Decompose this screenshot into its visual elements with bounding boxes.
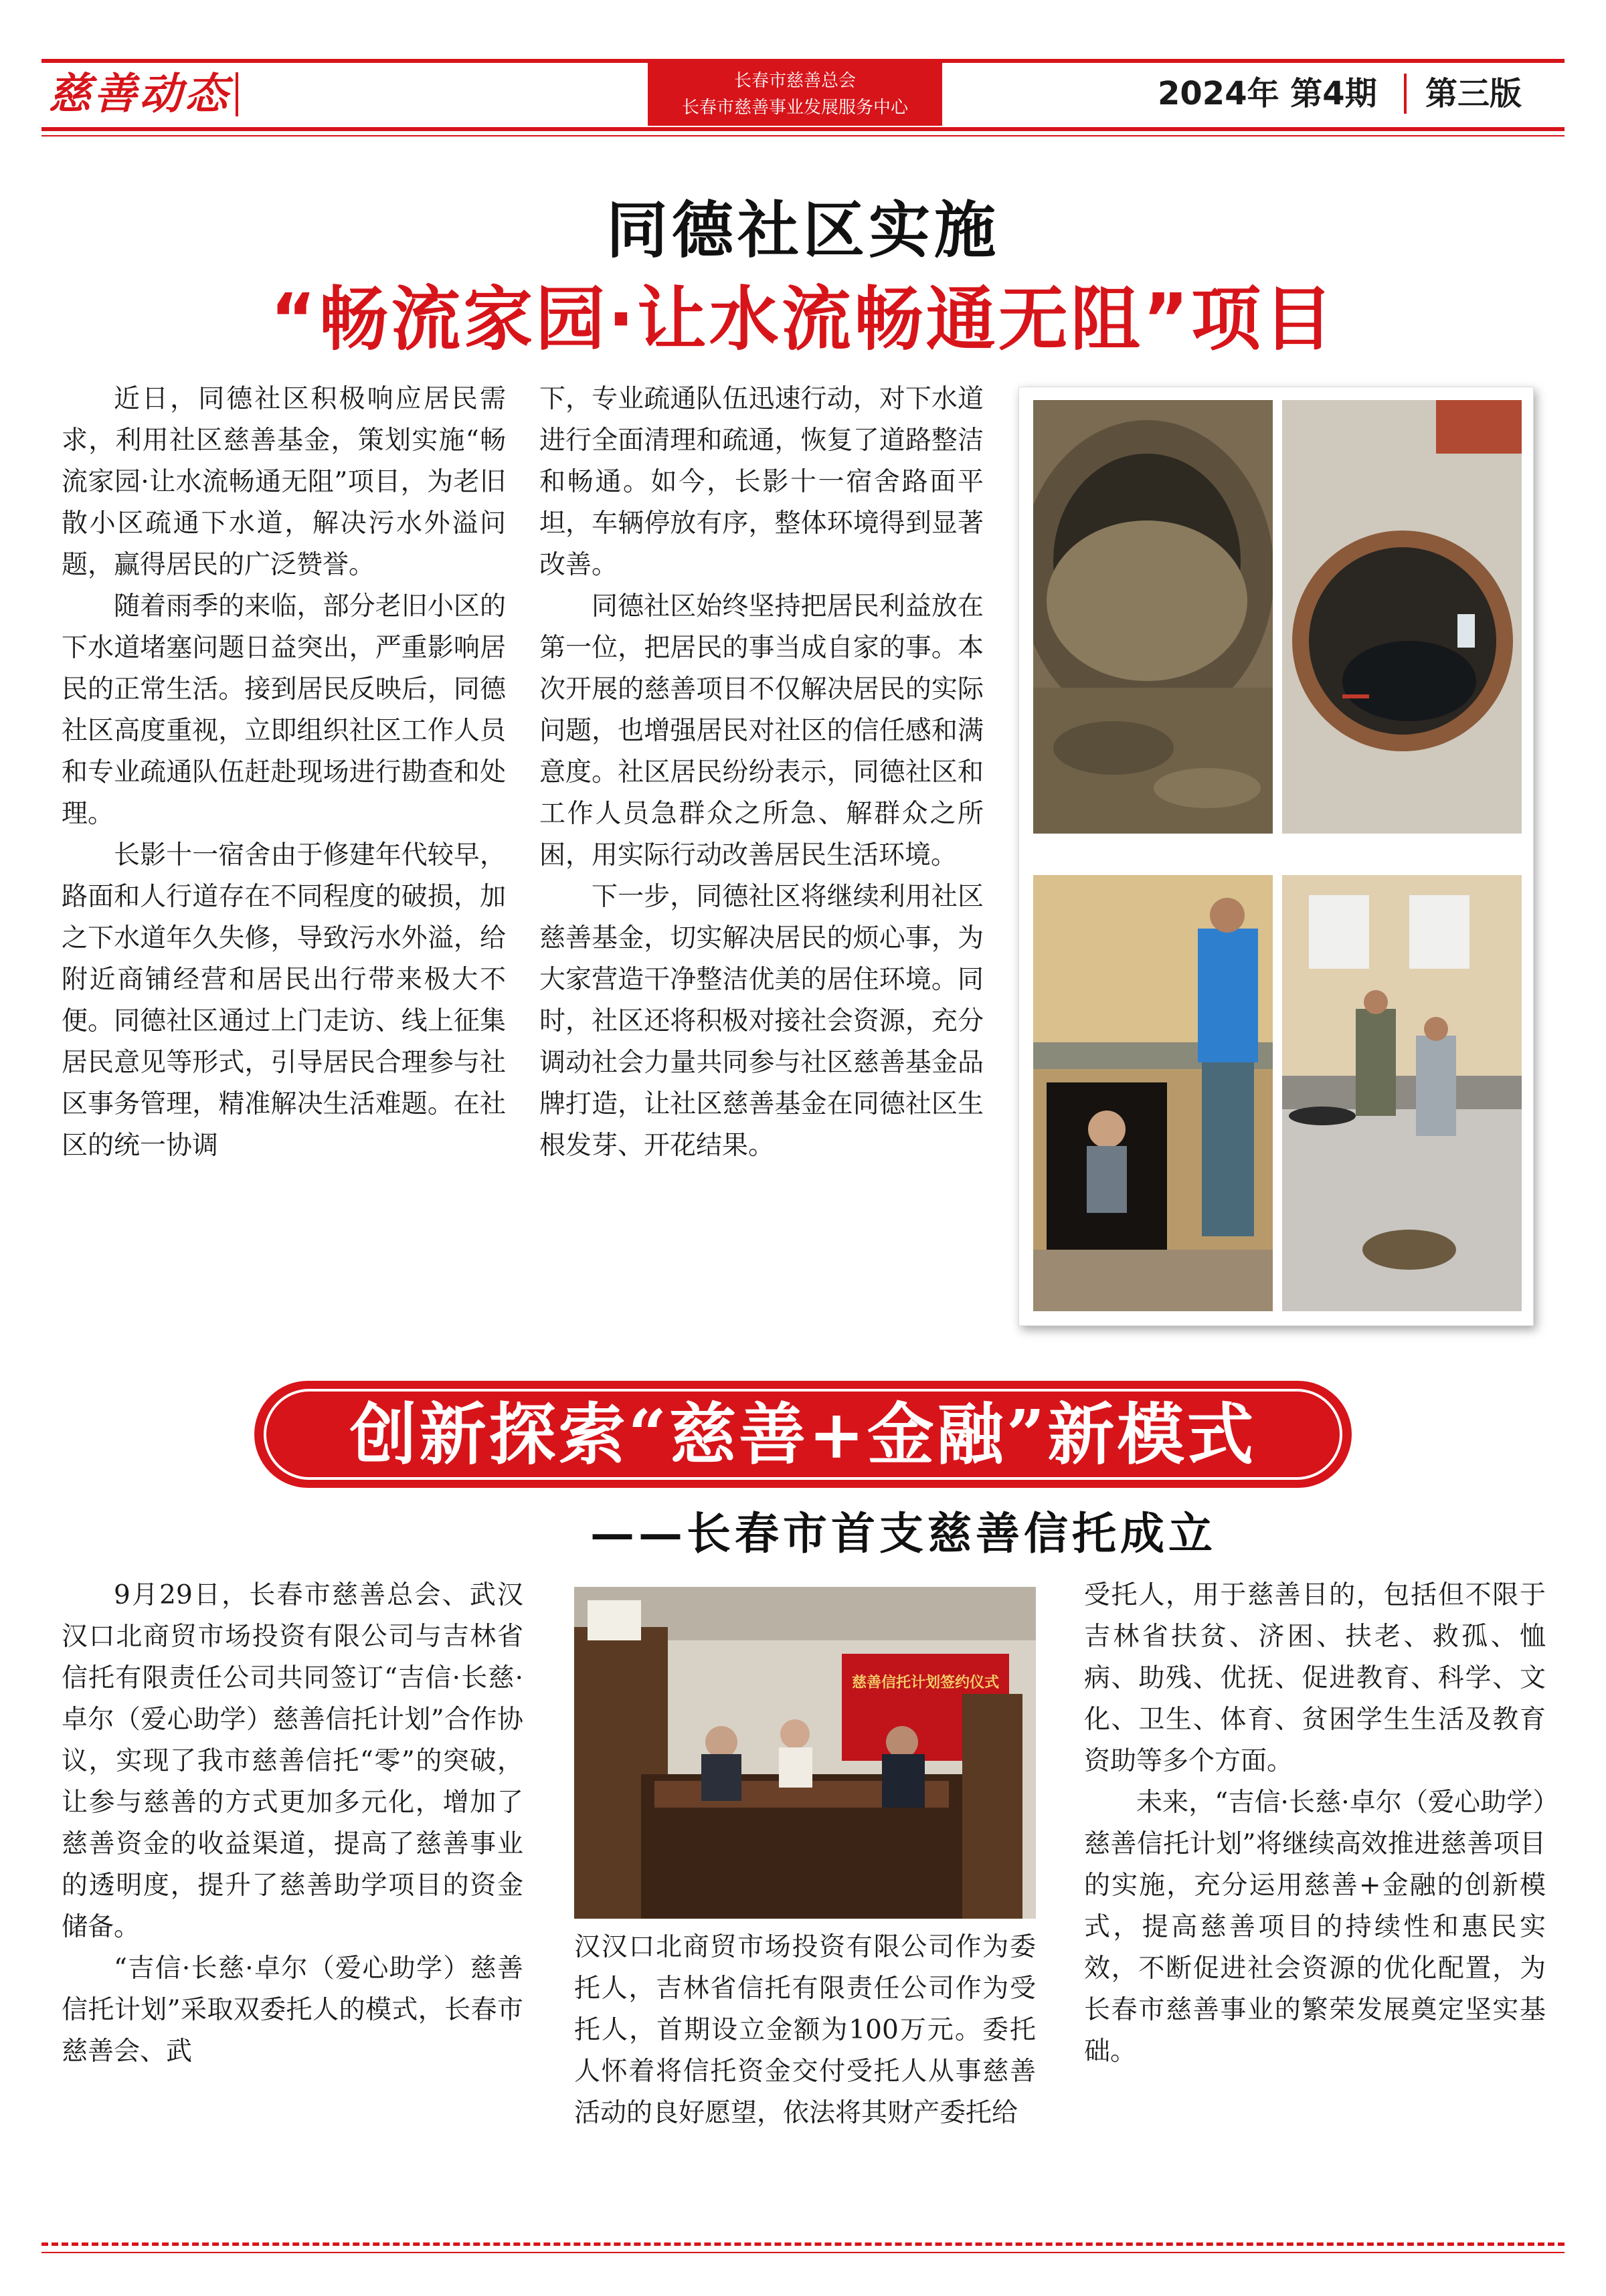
workers-cleaning-photo bbox=[1282, 875, 1522, 1311]
footer-rule bbox=[41, 2252, 1565, 2253]
footer-dashed-rule bbox=[41, 2242, 1565, 2246]
photo-banner-text: 慈善信托计划签约仪式 bbox=[851, 1675, 1000, 1691]
org-line-2: 长春市慈善事业发展服务中心 bbox=[681, 98, 908, 118]
paragraph: 同德社区始终坚持把居民利益放在第一位，把居民的事当成自家的事。本次开展的慈善项目不仅解决居民的实际问题，也增强居民对社区的信任感和满意度。社区居民纷纷表示，同德社区和工作人员急群众之所急、解群众之所困，用实际行动改善居民生活环境。 bbox=[539, 591, 984, 870]
sewer-photo-before bbox=[1033, 400, 1273, 834]
worker-digging-photo bbox=[1033, 875, 1273, 1311]
paragraph: “吉信·长慈·卓尔（爱心助学）慈善信托计划”采取双委托人的模式，长春市慈善会、武 bbox=[62, 1953, 523, 2067]
masthead: 慈善动态 bbox=[48, 70, 230, 119]
article2-title: 创新探索“慈善+金融”新模式 bbox=[349, 1395, 1257, 1474]
article2-column3 bbox=[1084, 1575, 1546, 2073]
paragraph: 未来，“吉信·长慈·卓尔（爱心助学）慈善信托计划”将继续高效推进慈善项目的实施，充分运用慈善+金融的创新模式，提高慈善项目的持续性和惠民实效，不断促进社会资源的优化配置，为长春市慈善事业的繁荣发展奠定坚实基础。 bbox=[1084, 1788, 1546, 2067]
organization-box bbox=[648, 63, 942, 126]
header-bottom-rule-thin bbox=[41, 135, 1565, 136]
page-number: 第三版 bbox=[1425, 75, 1522, 112]
article1-title-line2: “畅流家园·让水流畅通无阻”项目 bbox=[270, 278, 1336, 360]
header-bottom-rule bbox=[41, 127, 1565, 131]
article2-column1 bbox=[62, 1575, 523, 2073]
sewer-photo-after bbox=[1282, 400, 1522, 834]
article1-column1 bbox=[62, 379, 506, 1167]
paragraph: 受托人，用于慈善目的，包括但不限于吉林省扶贫、济困、扶老、救孤、恤病、助残、优抚、促进教育、科学、文化、卫生、体育、贫困学生生活及教育资助等多个方面。 bbox=[1084, 1580, 1546, 1776]
issue-number: 2024年 第4期 bbox=[1158, 75, 1377, 112]
paragraph: 随着雨季的来临，部分老旧小区的下水道堵塞问题日益突出，严重影响居民的正常生活。接到居民反映后，同德社区高度重视，立即组织社区工作人员和专业疏通队伍赶赴现场进行勘查和处理。 bbox=[62, 591, 506, 829]
article1-column2 bbox=[539, 379, 984, 1167]
masthead-divider bbox=[236, 72, 238, 116]
article2-subtitle: ——长春市首支慈善信托成立 bbox=[590, 1507, 1217, 1559]
article1-title-line1: 同德社区实施 bbox=[606, 195, 1000, 266]
paragraph: 汉汉口北商贸市场投资有限公司作为委托人，吉林省信托有限责任公司作为受托人，首期设立金额为100万元。委托人怀着将信托资金交付受托人从事慈善活动的良好愿望，依法将其财产委托给 bbox=[574, 1932, 1036, 2128]
paragraph: 9月29日，长春市慈善总会、武汉汉口北商贸市场投资有限公司与吉林省信托有限责任公司共同签订“吉信·长慈·卓尔（爱心助学）慈善信托计划”合作协议，实现了我市慈善信托“零”的突破，让参与慈善的方式更加多元化，增加了慈善资金的收益渠道，提高了慈善事业的透明度，提升了慈善助学项目的资金储备。 bbox=[62, 1580, 523, 1942]
issue-divider bbox=[1404, 74, 1407, 114]
paragraph: 近日，同德社区积极响应居民需求，利用社区慈善基金，策划实施“畅流家园·让水流畅通无阻”项目，为老旧散小区疏通下水道，解决污水外溢问题，赢得居民的广泛赞誉。 bbox=[62, 384, 506, 580]
paragraph: 下，专业疏通队伍迅速行动，对下水道进行全面清理和疏通，恢复了道路整洁和畅通。如今，长影十一宿舍路面平坦，车辆停放有序，整体环境得到显著改善。 bbox=[539, 384, 984, 580]
paragraph: 下一步，同德社区将继续利用社区慈善基金，切实解决居民的烦心事，为大家营造干净整洁优美的居住环境。同时，社区还将积极对接社会资源，充分调动社会力量共同参与社区慈善基金品牌打造，让社区慈善基金在同德社区生根发芽、开花结果。 bbox=[539, 882, 984, 1161]
paragraph: 长影十一宿舍由于修建年代较早，路面和人行道存在不同程度的破损，加之下水道年久失修，导致污水外溢，给附近商铺经营和居民出行带来极大不便。同德社区通过上门走访、线上征集居民意见等形式，引导居民合理参与社区事务管理，精准解决生活难题。在社区的统一协调 bbox=[62, 840, 506, 1161]
signing-ceremony-photo bbox=[574, 1587, 1036, 1919]
article2-column2 bbox=[574, 1927, 1036, 2134]
org-line-1: 长春市慈善总会 bbox=[733, 71, 856, 91]
